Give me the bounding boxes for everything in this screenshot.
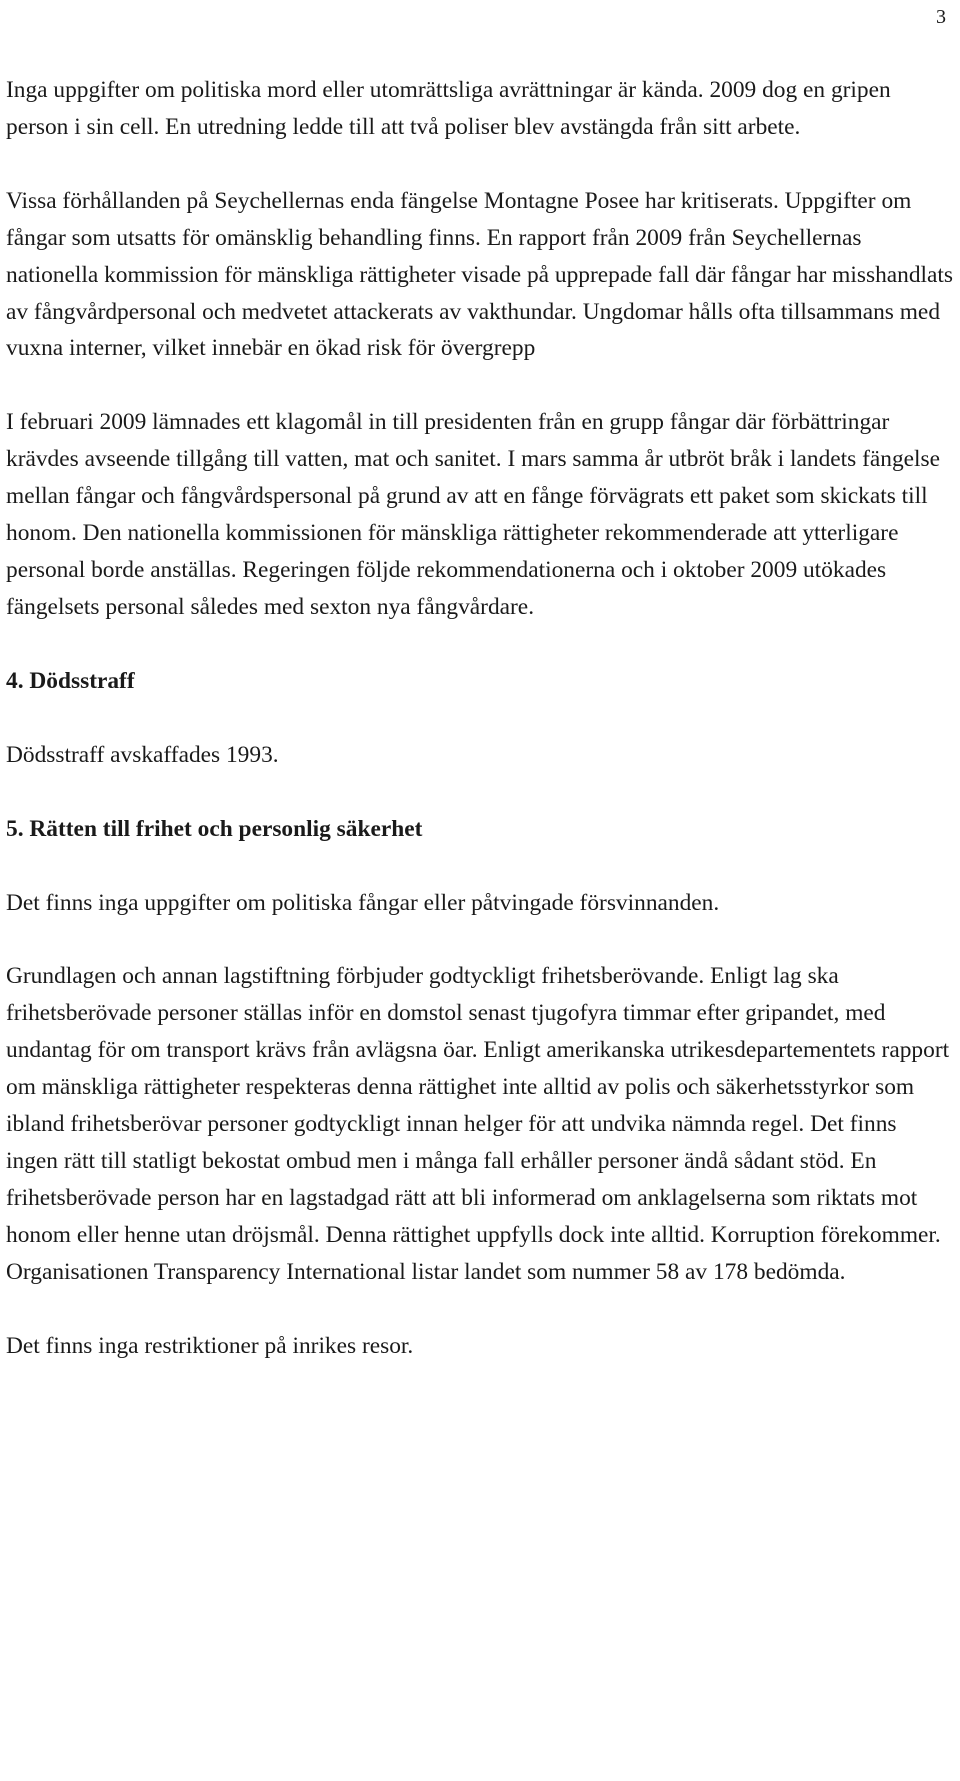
paragraph-prison-conditions: Vissa förhållanden på Seychellernas enda fängelse Montagne Posee har kritiserats. Uppgifter om fångar som utsatts för omänsklig behandling finns. En rapport från 2009 från Seychellernas nationella kommission för mänskliga rättigheter visade på upprepade fall där fångar har misshandlats av fångvårdpersonal och medvetet attackerats av vakthundar. Ungdomar hålls ofta tillsammans med vuxna interner, vilket innebär en ökad risk för övergrepp xyxy=(6,187,954,362)
paragraph-arbitrary-detention: Grundlagen och annan lagstiftning förbjuder godtyckligt frihetsberövande. Enligt lag ska frihetsberövade personer ställas inför en domstol senast tjugofyra timmar efter gripandet, med undantag för om transport krävs från avlägsna öar. Enligt amerikanska utrikesdepartementets rapport om mänskliga rättigheter respekteras denna rättighet inte alltid av polis och säkerhetsstyrkor som ibland frihetsberövar personer godtyckligt innan helger för att undvika nämnda regel. Det finns ingen rätt till statligt bekostat ombud men i många fall erhåller personer ändå sådant stöd. En frihetsberövade person har en lagstadgad rätt att bli informerad om anklagelserna som riktats mot honom eller henne utan dröjsmål. Denna rättighet uppfylls dock inte alltid. Korruption förekommer. Organisationen Transparency International listar landet som nummer 58 av 178 bedömda. xyxy=(6,963,950,1285)
paragraph-political-prisoners: Det finns inga uppgifter om politiska fångar eller påtvingade försvinnanden. xyxy=(6,889,720,916)
paragraph-extrajudicial-killings: Inga uppgifter om politiska mord eller utomrättsliga avrättningar är kända. 2009 dog en gripen person i sin cell. En utredning ledde till att två poliser blev avstängda från sitt arbete. xyxy=(6,77,891,140)
paragraph-death-penalty: Dödsstraff avskaffades 1993. xyxy=(6,741,279,768)
paragraph-domestic-travel: Det finns inga restriktioner på inrikes resor. xyxy=(6,1332,414,1359)
document-body xyxy=(6,72,954,1364)
paragraph-prisoner-complaint: I februari 2009 lämnades ett klagomål in till presidenten från en grupp fångar där förbättringar krävdes avseende tillgång till vatten, mat och sanitet. I mars samma år utbröt bråk i landets fängelse mellan fångar och fångvårdspersonal på grund av att en fånge förvägrats ett paket som skickats till honom. Den nationella kommissionen för mänskliga rättigheter rekommenderade att ytterligare personal borde anställas. Regeringen följde rekommendationerna och i oktober 2009 utökades fängelsets personal således med sexton nya fångvårdare. xyxy=(6,409,941,620)
section-heading-liberty-security: 5. Rätten till frihet och personlig säkerhet xyxy=(6,815,423,842)
section-heading-death-penalty: 4. Dödsstraff xyxy=(6,667,135,694)
page-number: 3 xyxy=(936,6,946,28)
